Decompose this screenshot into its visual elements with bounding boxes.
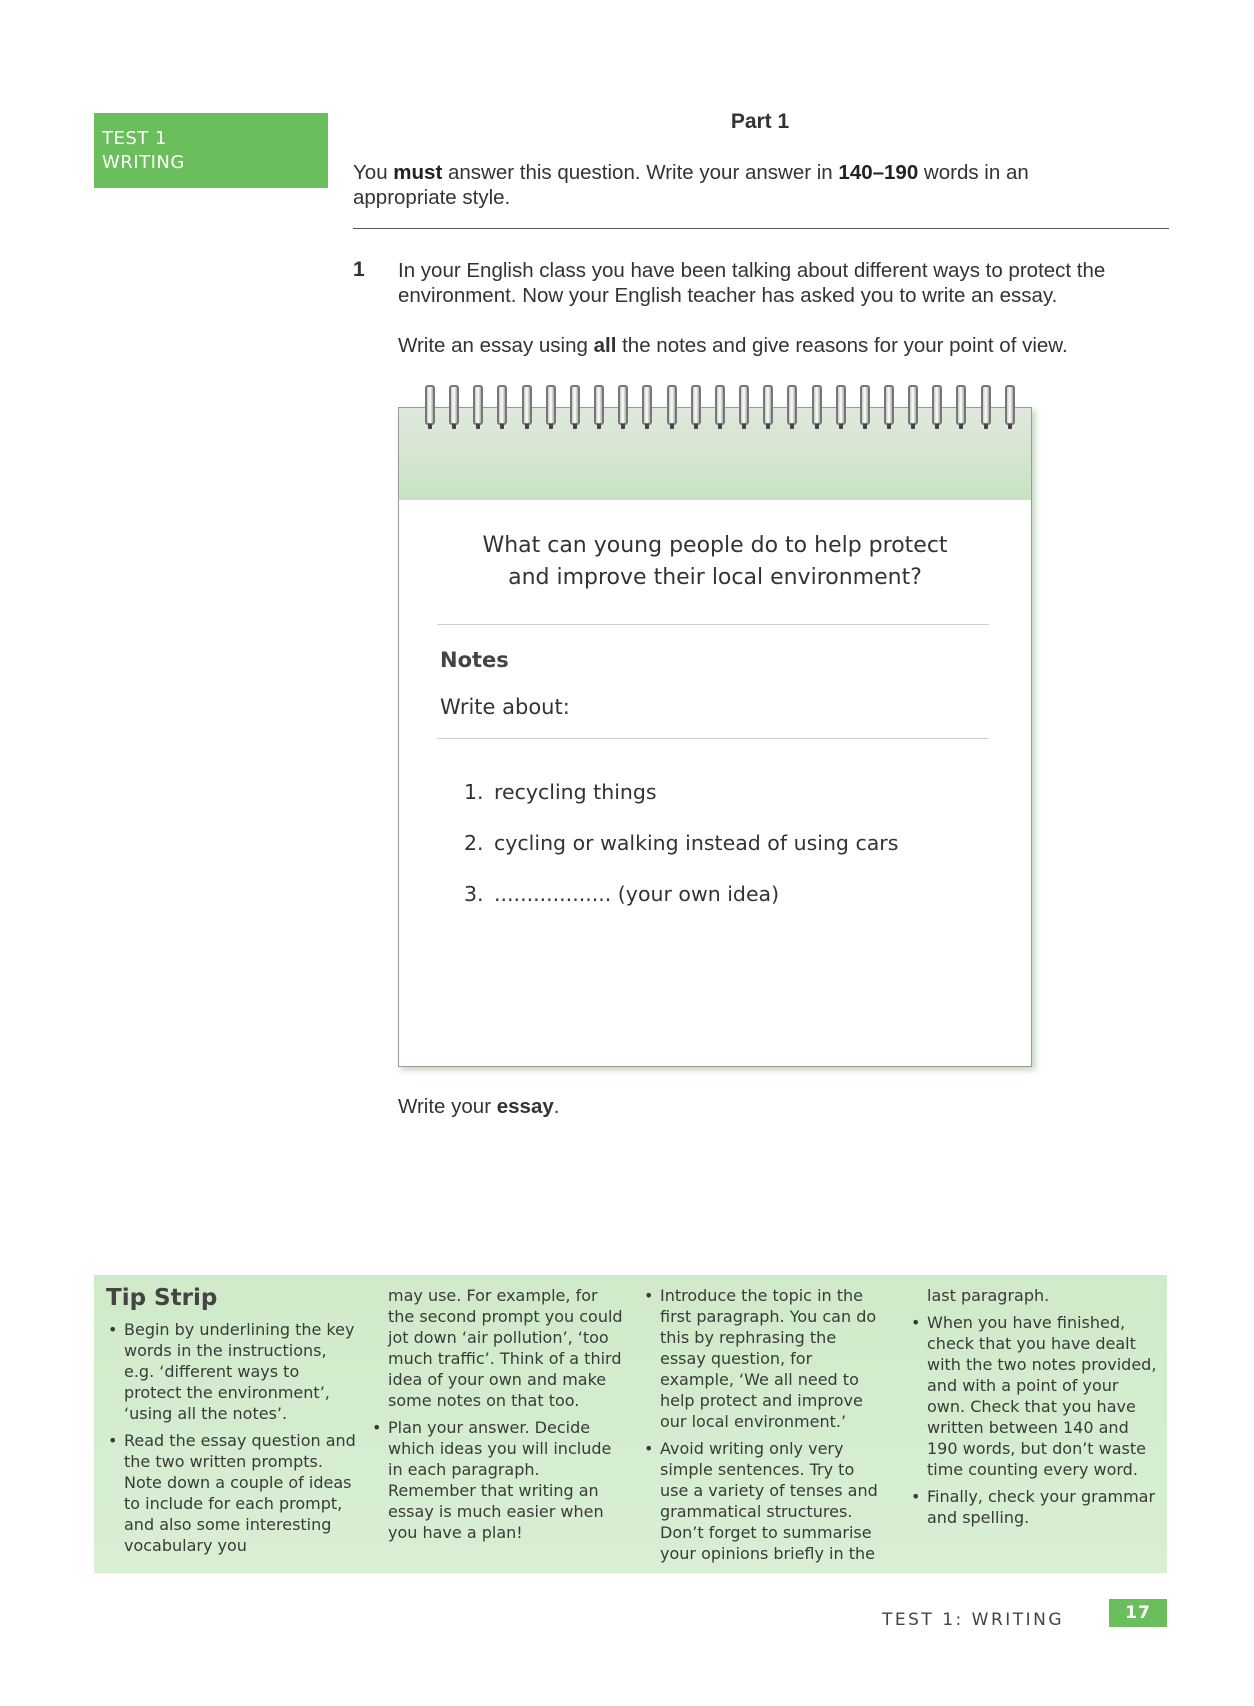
spiral-ring-icon (956, 385, 966, 425)
spiral-ring-icon (981, 385, 991, 425)
note-item: 2. cycling or walking instead of using cars (464, 831, 899, 855)
tip-bullet: • Introduce the topic in the first paragraph. You can do this by rephrasing the essay question, for example, ‘We all need to help protect and improve our local environment.’ (642, 1285, 880, 1432)
spiral-ring-icon (594, 385, 604, 425)
spiral-ring-icon (546, 385, 556, 425)
spiral-ring-icon (642, 385, 652, 425)
spiral-ring-icon (570, 385, 580, 425)
spiral-ring-icon (522, 385, 532, 425)
spiral-ring-icon (473, 385, 483, 425)
section-tab-writing: WRITING (102, 152, 185, 173)
spiral-ring-icon (449, 385, 459, 425)
tip-strip (94, 1275, 1167, 1573)
section-tab (94, 113, 328, 188)
tip-bullet: • Avoid writing only very simple sentences. Try to use a variety of tenses and grammatical structures. Don’t forget to summarise your opinions briefly in the (642, 1438, 880, 1564)
tip-bullet: • Begin by underlining the key words in the instructions, e.g. ‘different ways to protect the environment’, ‘using all the notes’. (106, 1319, 356, 1424)
notepad-divider (437, 624, 989, 625)
spiral-ring-icon (739, 385, 749, 425)
tip-column-4 (909, 1285, 1157, 1528)
tip-column-1 (106, 1319, 356, 1556)
note-item: 1. recycling things (464, 780, 657, 804)
spiral-ring-icon (932, 385, 942, 425)
essay-question: What can young people do to help protect and improve their local environment? (482, 533, 948, 590)
question-number: 1 (353, 258, 365, 281)
tip-column-3 (642, 1285, 880, 1564)
spiral-ring-icon (836, 385, 846, 425)
word-count: 140–190 (838, 161, 919, 184)
question-text: In your English class you have been talking about different ways to protect the environment. Now your English teacher has asked you to write an essay. (398, 259, 1106, 307)
notepad-divider (437, 738, 989, 739)
note-item: 3. .................. (your own idea) (464, 882, 780, 906)
spiral-ring-icon (787, 385, 797, 425)
spiral-ring-icon (1005, 385, 1015, 425)
tip-bullet: • Read the essay question and the two written prompts. Note down a couple of ideas to include for each prompt, and also some interesting vocabulary you (106, 1430, 356, 1556)
page-number: 17 (1109, 1599, 1167, 1627)
spiral-ring-icon (860, 385, 870, 425)
tip-continuation: last paragraph. (927, 1286, 1050, 1305)
tip-column-2 (388, 1285, 628, 1543)
footer-label: TEST 1: WRITING (882, 1610, 1065, 1630)
spiral-ring-icon (691, 385, 701, 425)
write-essay-instruction: Write your essay. (398, 1095, 560, 1118)
spiral-ring-icon (497, 385, 507, 425)
tip-continuation: may use. For example, for the second prompt you could jot down ‘air pollution’, ‘too much traffic’. Think of a third idea of your own and make some notes on that too. (388, 1286, 623, 1410)
spiral-ring-icon (618, 385, 628, 425)
notes-heading: Notes (440, 648, 509, 672)
instructions: You must answer this question. Write your answer in 140–190 words in an appropriate style. (353, 161, 1029, 209)
spiral-ring-icon (812, 385, 822, 425)
part-title: Part 1 (730, 110, 790, 133)
spiral-ring-icon (763, 385, 773, 425)
write-about-label: Write about: (440, 695, 570, 719)
task-text: Write an essay using all the notes and give reasons for your point of view. (398, 334, 1068, 357)
spiral-ring-icon (715, 385, 725, 425)
spiral-ring-icon (908, 385, 918, 425)
notepad (398, 407, 1032, 1067)
spiral-ring-icon (884, 385, 894, 425)
spiral-ring-icon (667, 385, 677, 425)
divider (353, 228, 1169, 229)
spiral-binding (425, 385, 1015, 431)
spiral-ring-icon (425, 385, 435, 425)
tip-strip-title: Tip Strip (106, 1285, 218, 1311)
must-emphasis: must (393, 161, 443, 184)
tip-bullet: • Plan your answer. Decide which ideas you will include in each paragraph. Remember that writing an essay is much easier when you have a plan! (370, 1417, 628, 1543)
tip-bullet: • When you have finished, check that you have dealt with the two notes provided, and with a point of your own. Check that you have written between 140 and 190 words, but don’t waste time counting every word. (909, 1312, 1157, 1480)
tip-bullet: • Finally, check your grammar and spelling. (909, 1486, 1157, 1528)
section-tab-test: TEST 1 (102, 128, 167, 149)
